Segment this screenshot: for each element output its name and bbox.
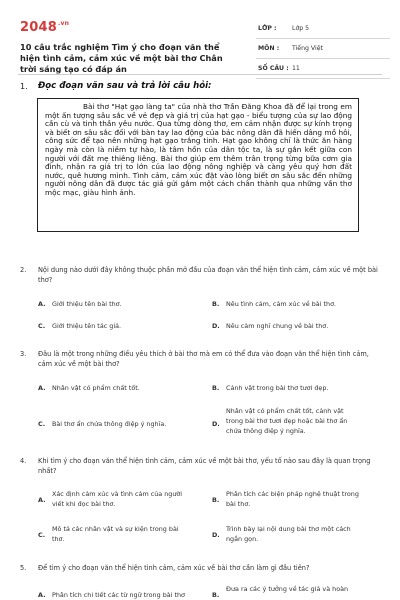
option-text: Nêu cảm nghĩ chung về bài thơ. bbox=[226, 322, 329, 330]
option-text: Cảnh vật trong bài thơ tươi đẹp. bbox=[226, 384, 329, 392]
option-text: Bài thơ ẩn chứa thông điệp ý nghĩa. bbox=[52, 420, 167, 428]
meta-value: Lớp 5 bbox=[292, 25, 310, 32]
meta-value: 11 bbox=[292, 65, 300, 72]
option-letter: D. bbox=[212, 322, 220, 330]
option-letter: B. bbox=[212, 384, 220, 392]
meta-value: Tiếng Việt bbox=[292, 45, 323, 52]
question-text: Nội dung nào dưới đây không thuộc phần mở đầu của đoạn văn thể hiện tình cảm, cảm xúc về một bài thơ? bbox=[38, 266, 378, 284]
option-letter: A. bbox=[38, 384, 46, 392]
option-letter: B. bbox=[212, 591, 220, 599]
passage-text: Bài thơ "Hạt gạo làng ta" của nhà thơ Trần Đăng Khoa đã để lại trong em một ấn tượng sâu sắc về vẻ đẹp và giá trị của hạt gạo - biểu tượng của sự lao động cần cù và tinh thần yêu nước. Qua từng dòng thơ, em cảm nhận được sự kính trọng và biết ơn sâu sắc đối với bàn tay lao động của bác nông dân đã hiến dâng mồ hôi, công sức để tạo nên những hạt gạo trắng tinh. Hạt gạo không chỉ là thức ăn hàng ngày mà còn là niềm tự hào, là tâm hồn của dân tộc ta, là sự gắn kết giữa con người với đất mẹ thiêng liêng. Bài thơ giúp em thêm trân trọng từng bữa cơm gia đình, nhận ra giá trị to lớn của lao động nông nghiệp và càng yêu quý hơn đất nước, quê hương mình. Tình cảm, cảm xúc đặt vào lòng biết ơn sâu sắc đến những người nông dân đã được tác giả gửi gắm một cách chân thành qua những vần thơ mộc mạc, giàu hình ảnh. bbox=[45, 102, 352, 197]
option-letter: D. bbox=[212, 420, 220, 428]
question-1-title: Đọc đoạn văn sau và trả lời câu hỏi: bbox=[38, 81, 212, 91]
meta-table bbox=[256, 22, 390, 82]
header-divider bbox=[18, 74, 382, 75]
question-number: 1. bbox=[20, 82, 28, 91]
option-letter: D. bbox=[212, 531, 220, 539]
option-text: Đưa ra các ý tưởng về tác giả và hoàn bbox=[226, 585, 349, 593]
option-text: Mô tả các nhân vật và sự kiện trong bài thơ. bbox=[52, 525, 179, 543]
question-number: 5. bbox=[20, 564, 27, 572]
option-text: Nhân vật có phẩm chất tốt. bbox=[52, 384, 140, 392]
site-logo[interactable] bbox=[20, 20, 69, 35]
option-letter: C. bbox=[38, 420, 46, 428]
logo-tld: .vn bbox=[57, 20, 70, 27]
meta-label: SỐ CÂU : bbox=[258, 65, 289, 72]
option-text: Nhân vật có phẩm chất tốt, cảnh vật trong bài thơ tươi đẹp hoặc bài thơ ẩn chứa thông điệp ý nghĩa. bbox=[226, 407, 348, 435]
meta-row-subject bbox=[256, 42, 390, 59]
meta-label: LỚP : bbox=[258, 25, 277, 32]
option-text: Giới thiệu tên tác giả. bbox=[52, 322, 122, 330]
option-text: Xác định cảm xúc và tình cảm của người viết khi đọc bài thơ. bbox=[52, 490, 183, 508]
meta-row-count bbox=[256, 62, 390, 79]
option-letter: C. bbox=[38, 531, 46, 539]
question-text: Để tìm ý cho đoạn văn thể hiện tình cảm, cảm xúc về bài thơ cần làm gì đầu tiên? bbox=[38, 564, 310, 572]
option-text: Phân tích các biện pháp nghệ thuật trong bài thơ. bbox=[226, 490, 359, 508]
logo-text: 2048 bbox=[20, 20, 57, 35]
document-title: 10 câu trắc nghiệm Tìm ý cho đoạn văn thể hiện tình cảm, cảm xúc về một bài thơ Chân trời sáng tạo có đáp án bbox=[20, 42, 223, 74]
question-number: 2. bbox=[20, 266, 27, 274]
option-letter: A. bbox=[38, 496, 46, 504]
option-letter: C. bbox=[38, 322, 46, 330]
option-text: Phân tích chi tiết các từ ngữ trong bài thơ bbox=[52, 591, 185, 599]
option-text: Giới thiệu tên bài thơ. bbox=[52, 300, 122, 308]
option-letter: A. bbox=[38, 591, 46, 599]
option-letter: B. bbox=[212, 496, 220, 504]
option-letter: B. bbox=[212, 300, 220, 308]
option-text: Trình bày lại nội dung bài thơ một cách ngắn gọn. bbox=[226, 525, 351, 543]
question-number: 4. bbox=[20, 457, 27, 465]
question-text: Khi tìm ý cho đoạn văn thể hiện tình cảm, cảm xúc về một bài thơ, yếu tố nào sau đây là quan trọng nhất? bbox=[38, 457, 371, 475]
option-letter: A. bbox=[38, 300, 46, 308]
reading-passage bbox=[37, 98, 359, 232]
question-number: 3. bbox=[20, 350, 27, 358]
option-text: Nêu tình cảm, cảm xúc về bài thơ. bbox=[226, 300, 337, 308]
question-text: Đâu là một trong những điều yêu thích ở bài thơ mà em có thể đưa vào đoạn văn thể hiện tình cảm, cảm xúc về một bài thơ? bbox=[38, 350, 369, 368]
meta-label: MÔN : bbox=[258, 45, 280, 52]
meta-row-grade bbox=[256, 22, 390, 39]
